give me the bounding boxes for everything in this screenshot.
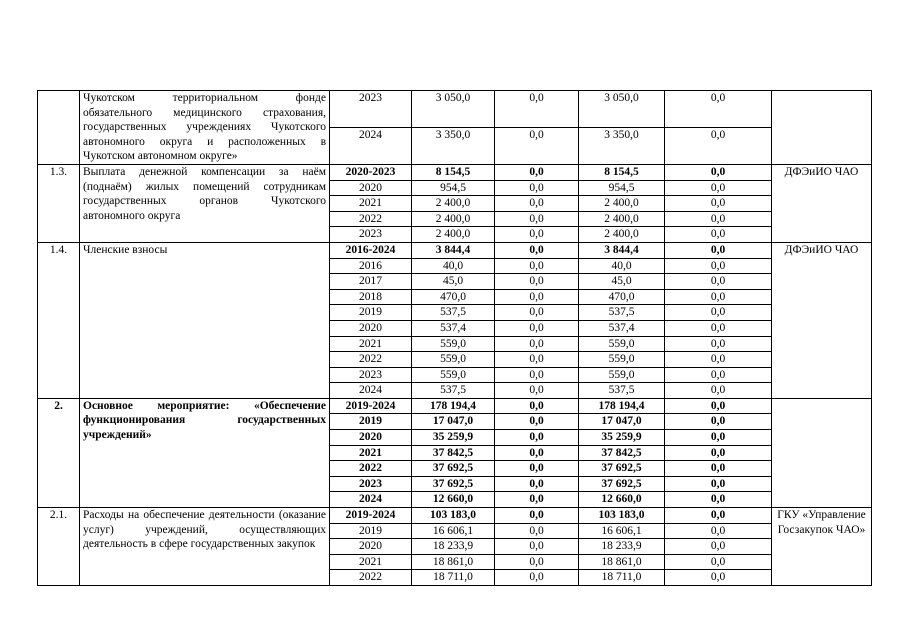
funding-source-3-cell: 0,0 [665,127,772,164]
item-number: 1.3. [38,164,80,242]
table-row [38,91,872,128]
period-cell: 2020-2023 [330,164,412,180]
funding-source-2-cell: 18 233,9 [579,539,665,555]
responsible-agency: ДФЭиИО ЧАО [772,164,872,242]
total-cell: 537,4 [412,320,495,336]
funding-source-1-cell: 0,0 [495,289,579,305]
funding-source-2-cell: 35 259,9 [579,430,665,446]
period-cell: 2024 [330,127,412,164]
funding-source-3-cell: 0,0 [665,164,772,180]
funding-source-2-cell: 8 154,5 [579,164,665,180]
funding-source-3-cell: 0,0 [665,430,772,446]
funding-source-3-cell: 0,0 [665,539,772,555]
funding-source-1-cell: 0,0 [495,383,579,399]
funding-source-2-cell: 470,0 [579,289,665,305]
funding-source-1-cell: 0,0 [495,570,579,586]
funding-source-1-cell: 0,0 [495,336,579,352]
funding-source-3-cell: 0,0 [665,258,772,274]
period-cell: 2020 [330,430,412,446]
funding-source-2-cell: 103 183,0 [579,508,665,524]
funding-source-1-cell: 0,0 [495,180,579,196]
funding-source-3-cell: 0,0 [665,211,772,227]
period-cell: 2022 [330,570,412,586]
funding-source-1-cell: 0,0 [495,398,579,414]
funding-source-1-cell: 0,0 [495,227,579,243]
total-cell: 2 400,0 [412,196,495,212]
funding-source-1-cell: 0,0 [495,523,579,539]
funding-source-3-cell: 0,0 [665,445,772,461]
total-cell: 8 154,5 [412,164,495,180]
funding-source-2-cell: 559,0 [579,352,665,368]
total-cell: 37 692,5 [412,476,495,492]
funding-source-3-cell: 0,0 [665,242,772,258]
funding-source-1-cell: 0,0 [495,305,579,321]
funding-source-1-cell: 0,0 [495,91,579,128]
item-number: 1.4. [38,242,80,398]
funding-source-1-cell: 0,0 [495,476,579,492]
total-cell: 103 183,0 [412,508,495,524]
funding-source-1-cell: 0,0 [495,554,579,570]
total-cell: 45,0 [412,274,495,290]
funding-source-1-cell: 0,0 [495,211,579,227]
funding-source-1-cell: 0,0 [495,445,579,461]
responsible-agency: ГКУ «Управление Госзакупок ЧАО» [772,508,872,586]
funding-source-2-cell: 12 660,0 [579,492,665,508]
funding-source-2-cell: 37 692,5 [579,461,665,477]
period-cell: 2020 [330,180,412,196]
total-cell: 37 692,5 [412,461,495,477]
funding-source-3-cell: 0,0 [665,196,772,212]
total-cell: 3 844,4 [412,242,495,258]
funding-source-3-cell: 0,0 [665,305,772,321]
funding-source-1-cell: 0,0 [495,461,579,477]
total-cell: 12 660,0 [412,492,495,508]
funding-source-2-cell: 559,0 [579,336,665,352]
item-description: Чукотском территориальном фонде обязательного медицинского страхования, государственных учреждениях Чукотского автономного округа и расположенных в Чукотском автономном округе» [80,91,330,165]
total-cell: 537,5 [412,383,495,399]
funding-source-1-cell: 0,0 [495,274,579,290]
funding-source-1-cell: 0,0 [495,508,579,524]
funding-source-3-cell: 0,0 [665,274,772,290]
funding-source-1-cell: 0,0 [495,352,579,368]
funding-source-1-cell: 0,0 [495,258,579,274]
funding-source-1-cell: 0,0 [495,196,579,212]
responsible-agency [772,398,872,507]
total-cell: 2 400,0 [412,227,495,243]
funding-source-2-cell: 18 861,0 [579,554,665,570]
table-body [38,91,872,586]
funding-source-3-cell: 0,0 [665,289,772,305]
program-table [37,90,872,586]
total-cell: 2 400,0 [412,211,495,227]
funding-source-3-cell: 0,0 [665,383,772,399]
funding-source-3-cell: 0,0 [665,91,772,128]
funding-source-3-cell: 0,0 [665,492,772,508]
funding-source-3-cell: 0,0 [665,398,772,414]
funding-source-2-cell: 2 400,0 [579,196,665,212]
funding-source-1-cell: 0,0 [495,320,579,336]
funding-source-1-cell: 0,0 [495,539,579,555]
period-cell: 2021 [330,196,412,212]
funding-source-3-cell: 0,0 [665,508,772,524]
funding-source-3-cell: 0,0 [665,320,772,336]
period-cell: 2019 [330,414,412,430]
period-cell: 2022 [330,352,412,368]
table-row [38,164,872,180]
funding-source-3-cell: 0,0 [665,570,772,586]
period-cell: 2016-2024 [330,242,412,258]
period-cell: 2023 [330,91,412,128]
funding-source-2-cell: 18 711,0 [579,570,665,586]
total-cell: 559,0 [412,367,495,383]
funding-source-1-cell: 0,0 [495,242,579,258]
funding-source-3-cell: 0,0 [665,554,772,570]
item-number: 2.1. [38,508,80,586]
total-cell: 3 050,0 [412,91,495,128]
period-cell: 2023 [330,367,412,383]
total-cell: 35 259,9 [412,430,495,446]
total-cell: 18 233,9 [412,539,495,555]
total-cell: 537,5 [412,305,495,321]
item-description: Основное мероприятие: «Обеспечение функционирования государственных учреждений» [80,398,330,507]
period-cell: 2018 [330,289,412,305]
total-cell: 17 047,0 [412,414,495,430]
table-row [38,398,872,414]
responsible-agency [772,91,872,165]
total-cell: 18 861,0 [412,554,495,570]
period-cell: 2016 [330,258,412,274]
period-cell: 2019 [330,523,412,539]
funding-source-1-cell: 0,0 [495,164,579,180]
period-cell: 2022 [330,461,412,477]
period-cell: 2019-2024 [330,508,412,524]
funding-source-2-cell: 17 047,0 [579,414,665,430]
table-row [38,242,872,258]
funding-source-1-cell: 0,0 [495,127,579,164]
period-cell: 2017 [330,274,412,290]
funding-source-2-cell: 3 350,0 [579,127,665,164]
total-cell: 18 711,0 [412,570,495,586]
period-cell: 2019 [330,305,412,321]
period-cell: 2022 [330,211,412,227]
responsible-agency: ДФЭиИО ЧАО [772,242,872,398]
funding-source-2-cell: 178 194,4 [579,398,665,414]
period-cell: 2024 [330,492,412,508]
period-cell: 2023 [330,227,412,243]
total-cell: 37 842,5 [412,445,495,461]
funding-source-2-cell: 40,0 [579,258,665,274]
total-cell: 40,0 [412,258,495,274]
funding-source-3-cell: 0,0 [665,414,772,430]
period-cell: 2021 [330,445,412,461]
total-cell: 559,0 [412,336,495,352]
total-cell: 178 194,4 [412,398,495,414]
item-number [38,91,80,165]
item-number: 2. [38,398,80,507]
funding-source-1-cell: 0,0 [495,492,579,508]
funding-source-2-cell: 37 842,5 [579,445,665,461]
funding-source-2-cell: 537,5 [579,305,665,321]
funding-source-2-cell: 16 606,1 [579,523,665,539]
item-description: Выплата денежной компенсации за наём (поднаём) жилых помещений сотрудникам государственных органов Чукотского автономного округа [80,164,330,242]
funding-source-3-cell: 0,0 [665,461,772,477]
funding-source-2-cell: 3 050,0 [579,91,665,128]
funding-source-3-cell: 0,0 [665,352,772,368]
funding-source-2-cell: 954,5 [579,180,665,196]
period-cell: 2020 [330,539,412,555]
funding-source-2-cell: 3 844,4 [579,242,665,258]
funding-source-2-cell: 2 400,0 [579,227,665,243]
period-cell: 2021 [330,554,412,570]
funding-source-3-cell: 0,0 [665,336,772,352]
item-description: Членские взносы [80,242,330,398]
funding-source-1-cell: 0,0 [495,414,579,430]
total-cell: 3 350,0 [412,127,495,164]
funding-source-3-cell: 0,0 [665,523,772,539]
funding-source-3-cell: 0,0 [665,367,772,383]
total-cell: 954,5 [412,180,495,196]
funding-source-2-cell: 37 692,5 [579,476,665,492]
period-cell: 2020 [330,320,412,336]
item-description: Расходы на обеспечение деятельности (оказание услуг) учреждений, осуществляющих деятельность в сфере государственных закупок [80,508,330,586]
funding-source-3-cell: 0,0 [665,180,772,196]
funding-source-2-cell: 45,0 [579,274,665,290]
funding-source-2-cell: 537,5 [579,383,665,399]
total-cell: 470,0 [412,289,495,305]
funding-source-3-cell: 0,0 [665,227,772,243]
period-cell: 2021 [330,336,412,352]
period-cell: 2019-2024 [330,398,412,414]
funding-source-2-cell: 2 400,0 [579,211,665,227]
funding-source-2-cell: 537,4 [579,320,665,336]
period-cell: 2023 [330,476,412,492]
period-cell: 2024 [330,383,412,399]
total-cell: 559,0 [412,352,495,368]
total-cell: 16 606,1 [412,523,495,539]
table-row [38,508,872,524]
funding-source-1-cell: 0,0 [495,430,579,446]
funding-source-3-cell: 0,0 [665,476,772,492]
funding-source-1-cell: 0,0 [495,367,579,383]
funding-source-2-cell: 559,0 [579,367,665,383]
